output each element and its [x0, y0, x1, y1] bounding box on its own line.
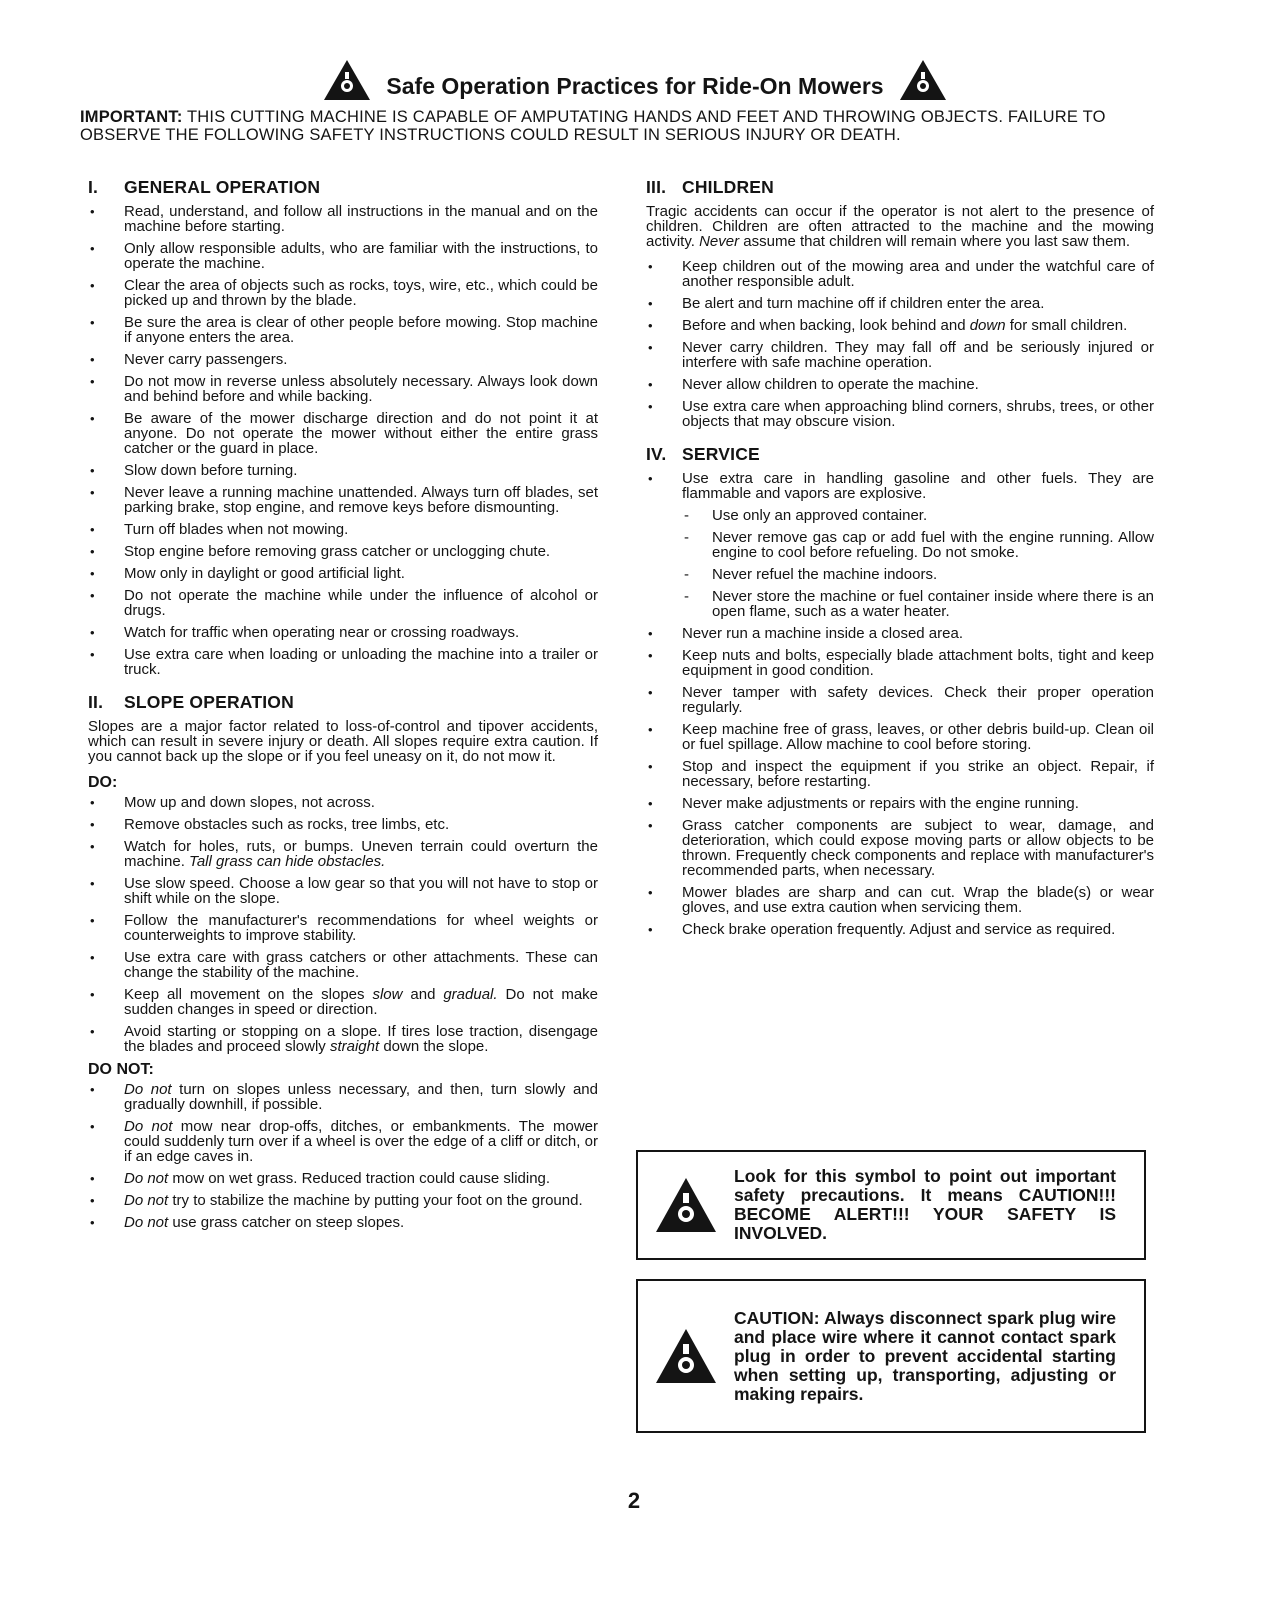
list-item: • Never allow children to operate the machine.	[646, 377, 1154, 392]
section-number: IV.	[646, 444, 667, 464]
item-emphasis: straight	[329, 1038, 380, 1055]
item-emphasis: gradual.	[443, 986, 498, 1003]
sub-list-item: - Use only an approved container.	[646, 508, 1154, 523]
item-text: mow on wet grass. Reduced traction could cause sliding.	[172, 1170, 551, 1187]
item-text: Do not make sudden changes in speed or direction.	[124, 986, 599, 1018]
list-item	[88, 1082, 598, 1112]
list-item: • Stop and inspect the equipment if you strike an object. Repair, if necessary, before restarting.	[646, 759, 1154, 789]
list-item: • Watch for traffic when operating near or crossing roadways.	[88, 625, 598, 640]
slope-intro: Slopes are a major factor related to loss-of-control and tipover accidents, which can result in severe injury or death. All slopes require extra caution. If you cannot back up the slope or if you feel uneasy on it, do not mow it.	[88, 718, 598, 765]
list-item: • Do not operate the machine while under the influence of alcohol or drugs.	[88, 588, 598, 618]
list-item: • Be alert and turn machine off if children enter the area.	[646, 296, 1154, 311]
list-item: • Mow only in daylight or good artificial light.	[88, 566, 598, 581]
list-item: • Slow down before turning.	[88, 463, 598, 478]
item-emphasis: Do not	[124, 1170, 169, 1187]
important-notice	[80, 108, 1190, 144]
section-number: II.	[88, 692, 104, 712]
list-item: • Turn off blades when not mowing.	[88, 522, 598, 537]
list-item: • Keep children out of the mowing area and under the watchful care of another responsible adult.	[646, 259, 1154, 289]
section-title: SLOPE OPERATION	[124, 692, 294, 712]
section-heading-children	[646, 176, 1154, 198]
section-title: SERVICE	[682, 444, 760, 464]
general-operation-list	[88, 204, 598, 677]
list-item: • Be aware of the mower discharge direction and do not point it at anyone. Do not operate the mower without either the entire grass catcher or the guard in place.	[88, 411, 598, 456]
list-item: • Use extra care when approaching blind corners, shrubs, trees, or other objects that may obscure vision.	[646, 399, 1154, 429]
right-column	[646, 176, 1154, 944]
item-text: for small children.	[1009, 317, 1128, 334]
list-item: • Never carry children. They may fall off and be seriously injured or interfere with safe machine operation.	[646, 340, 1154, 370]
list-item: • Never make adjustments or repairs with the engine running.	[646, 796, 1154, 811]
item-emphasis: Do not	[124, 1192, 169, 1209]
warning-triangle-icon	[322, 58, 372, 102]
list-item	[88, 1024, 598, 1054]
item-text: Use extra care in handling gasoline and other fuels. They are flammable and vapors are explosive.	[682, 470, 1154, 502]
slope-do-not-list	[88, 1082, 598, 1230]
children-intro	[646, 204, 1154, 249]
list-item: • Stop engine before removing grass catcher or unclogging chute.	[88, 544, 598, 559]
item-emphasis: Do not	[124, 1214, 169, 1231]
list-item: • Never leave a running machine unattended. Always turn off blades, set parking brake, stop engine, and remove keys before dismounting.	[88, 485, 598, 515]
sub-list-item: - Never remove gas cap or add fuel with the engine running. Allow engine to cool before refueling. Do not smoke.	[646, 530, 1154, 560]
item-text: try to stabilize the machine by putting your foot on the ground.	[172, 1192, 583, 1209]
warning-triangle-icon	[638, 1327, 734, 1385]
page-number: 2	[627, 1488, 641, 1513]
item-emphasis: Do not	[124, 1081, 172, 1098]
list-item: • Do not mow in reverse unless absolutely necessary. Always look down and behind before and while backing.	[88, 374, 598, 404]
list-item: • Grass catcher components are subject to wear, damage, and deterioration, which could expose moving parts or allow objects to be thrown. Frequently check components and replace with manufacturer's recommended parts, when necessary.	[646, 818, 1154, 878]
safety-symbol-box	[636, 1150, 1146, 1260]
section-number: III.	[646, 177, 667, 197]
fuel-sub-list	[646, 508, 1154, 619]
important-label: IMPORTANT:	[80, 108, 183, 126]
list-item: • Never tamper with safety devices. Check their proper operation regularly.	[646, 685, 1154, 715]
section-number: I.	[88, 177, 99, 197]
list-item: • Be sure the area is clear of other people before mowing. Stop machine if anyone enters the area.	[88, 315, 598, 345]
list-item: • Use extra care when loading or unloading the machine into a trailer or truck.	[88, 647, 598, 677]
service-list-continued	[646, 626, 1154, 937]
intro-emphasis: Never	[699, 233, 740, 250]
caution-box	[636, 1279, 1146, 1433]
section-heading-general	[88, 176, 598, 198]
page-header	[80, 58, 1190, 144]
list-item: • Follow the manufacturer's recommendations for wheel weights or counterweights to improve stability.	[88, 913, 598, 943]
list-item: • Only allow responsible adults, who are familiar with the instructions, to operate the machine.	[88, 241, 598, 271]
intro-text: assume that children will remain where you last saw them.	[743, 233, 1131, 250]
left-column	[88, 176, 598, 1237]
list-item: • Use slow speed. Choose a low gear so that you will not have to stop or shift while on the slope.	[88, 876, 598, 906]
list-item	[88, 1215, 598, 1230]
page-title: Safe Operation Practices for Ride-On Mowers	[386, 73, 884, 99]
item-text: mow near drop-offs, ditches, or embankments. The mower could suddenly turn over if a wheel is over the edge of a cliff or ditch, or if an edge caves in.	[124, 1118, 598, 1165]
item-emphasis: Tall grass can hide obstacles.	[189, 853, 386, 870]
list-item	[646, 471, 1154, 501]
item-text: down the slope.	[383, 1038, 489, 1055]
list-item	[646, 318, 1154, 333]
intro-text: Tragic accidents can occur if the operator is not alert to the presence of children. Children are often attracted to the machine and the mowing activity.	[646, 203, 1154, 250]
item-emphasis: Do not	[124, 1118, 173, 1135]
list-item: • Keep machine free of grass, leaves, or other debris build-up. Clean oil or fuel spillage. Allow machine to cool before storing.	[646, 722, 1154, 752]
item-text: Avoid starting or stopping on a slope. If tires lose traction, disengage the blades and proceed slowly	[124, 1023, 598, 1055]
caution-text: CAUTION: Always disconnect spark plug wire and place wire where it cannot contact spark plug in order to prevent accidental starting when setting up, transporting, adjusting or making repairs.	[734, 1307, 1116, 1404]
item-emphasis: down	[969, 317, 1006, 334]
slope-do-list	[88, 795, 598, 1054]
item-text: and	[410, 986, 436, 1003]
item-text: Keep all movement on the slopes	[124, 986, 365, 1003]
list-item: • Keep nuts and bolts, especially blade attachment bolts, tight and keep equipment in good condition.	[646, 648, 1154, 678]
service-list	[646, 471, 1154, 501]
list-item	[88, 1119, 598, 1164]
list-item	[88, 1171, 598, 1186]
item-text: Watch for holes, ruts, or bumps. Uneven terrain could overturn the machine.	[124, 838, 598, 870]
do-label: DO:	[88, 774, 118, 791]
important-text: THIS CUTTING MACHINE IS CAPABLE OF AMPUTATING HANDS AND FEET AND THROWING OBJECTS. FAILURE TO OBSERVE THE FOLLOWING SAFETY INSTRUCTIONS COULD RESULT IN SERIOUS INJURY OR DEATH.	[80, 108, 1106, 144]
title-row	[80, 58, 1190, 102]
list-item	[88, 839, 598, 869]
item-text: turn on slopes unless necessary, and then, turn slowly and gradually downhill, if possible.	[124, 1081, 598, 1113]
list-item	[88, 1193, 598, 1208]
sub-list-item: - Never store the machine or fuel container inside where there is an open flame, such as a water heater.	[646, 589, 1154, 619]
do-not-label: DO NOT:	[88, 1061, 154, 1078]
list-item: • Mower blades are sharp and can cut. Wrap the blade(s) or wear gloves, and use extra caution when servicing them.	[646, 885, 1154, 915]
list-item: • Remove obstacles such as rocks, tree limbs, etc.	[88, 817, 598, 832]
list-item: • Check brake operation frequently. Adjust and service as required.	[646, 922, 1154, 937]
safety-symbol-text: Look for this symbol to point out important safety precautions. It means CAUTION!!! BECOME ALERT!!! YOUR SAFETY IS INVOLVED.	[734, 1166, 1116, 1243]
warning-triangle-icon	[898, 58, 948, 102]
list-item: • Use extra care with grass catchers or other attachments. These can change the stability of the machine.	[88, 950, 598, 980]
section-title: CHILDREN	[682, 177, 775, 197]
list-item: • Never carry passengers.	[88, 352, 598, 367]
list-item: • Mow up and down slopes, not across.	[88, 795, 598, 810]
sub-list-item: - Never refuel the machine indoors.	[646, 567, 1154, 582]
item-emphasis: slow	[372, 986, 403, 1003]
list-item: • Never run a machine inside a closed area.	[646, 626, 1154, 641]
children-list	[646, 259, 1154, 429]
section-heading-slope	[88, 691, 598, 713]
list-item: • Read, understand, and follow all instructions in the manual and on the machine before starting.	[88, 204, 598, 234]
item-text: Before and when backing, look behind and	[682, 317, 966, 334]
section-heading-service	[646, 443, 1154, 465]
warning-triangle-icon	[638, 1176, 734, 1234]
item-text: use grass catcher on steep slopes.	[172, 1214, 405, 1231]
section-title: GENERAL OPERATION	[124, 177, 321, 197]
list-item: • Clear the area of objects such as rocks, toys, wire, etc., which could be picked up and thrown by the blade.	[88, 278, 598, 308]
list-item	[88, 987, 598, 1017]
